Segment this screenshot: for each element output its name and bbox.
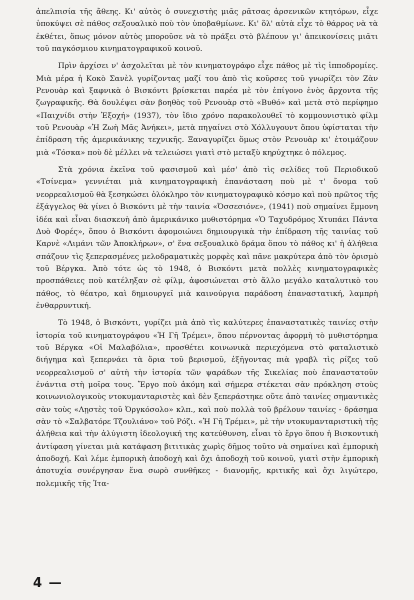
page-number: 4 — — [33, 576, 63, 591]
paragraph-3: Στὰ χρόνια ἐκεῖνα τοῦ φασισμοῦ καὶ μέσ' ἀπὸ τὶς σελίδες τοῦ Περιοδικοῦ «Τσίνεμα» γεννιέται μιὰ κινηματογραφικὴ ἐπανάσταση ποὺ μὲ τ' ὄνομα τοῦ νεορρεαλισμοῦ θὰ ξεσηκώσει ὁλόκληρο τὸν κινηματογραφικὸ κόσμο καὶ ποὺ πρῶτος τῆς ἐξάγγελος θὰ γίνει ὁ Βισκόντι μὲ τὴν ταινία «Ὀσσεσιόνε», (1941) ποὺ σημαίνει ἔμμονη ἰδέα καὶ εἶναι διασκευὴ ἀπὸ ἀμερικάνικο μυθιστόρημα «Ὁ Ταχυδρόμος Χτυπάει Πάντα Δυὸ Φορές», ὅπου ὁ Βισκόντι ἀφομοιώνει δημιουργικὰ τὴν ἐπίδραση τῆς ταινίας τοῦ Καρνὲ «Λιμάνι τῶν Ἀποκλήρων», σ' ἕνα σεξουαλικὸ δράμα ὅπου τὸ πάθος κι' ἡ ἀλήθεια σπάζουν τὶς ξεπερασμένες μελοδραματικὲς μορφὲς καὶ πᾶνε μακρύτερα ἀπὸ τὸν ὁρισμὸ τοῦ Βέργκα. Ἀπὸ τότε ὡς τὸ 1948, ὁ Βισκόντι μετὰ πολλὲς κινηματογραφικὲς προσπάθειες ποὺ κατέληξαν σὲ φίλμ, ἀφοσιώνεται στὸ ἄλλο μεγάλο καταλυτικὸ του πάθος, τὸ θέατρο, καὶ δημιουργεῖ μιὰ καινούργια παράδοση ἐπαναστατική, λαμπρὴ ἐνθαρρυντική. — [36, 165, 378, 310]
paragraph-4: Τὸ 1948, ὁ Βισκόντι, γυρίζει μιὰ ἀπὸ τὶς καλύτερες ἐπαναστατικὲς ταινίες στὴν ἱστορία τοῦ κινηματογράφου «Ἡ Γῆ Τρέμει», ὅπου πέρνοντας ἀφορμὴ τὸ μυθιστόρημα τοῦ Βέργκα «Οἱ Μαλαβόλια», προσθέτει κοινωνικὰ περιεχόμενα στὸ φαταλιστικὸ διήγημα καὶ ξεπερνάει τὰ ὅρια τοῦ βερισμοῦ, ἐξῆγοντας πιὰ γραβλ τὶς ρίζες τοῦ νεορρεαλισμοῦ σ' αὐτὴ τὴν ἱστορία τῶν ψαράδων τῆς Σικελίας ποὺ ἐπαναστατοῦν ἐνάντια στὴ μοῖρα τους. Ἔργο ποὺ ἀκόμη καὶ σήμερα στέκεται σὰν πρόκληση στοὺς κοινωνιολογικοὺς ντοκυμανταριστὲς καὶ δὲν ξεπεράστηκε οὔτε ἀπὸ ταινίες σημαντικὲς σὰν τοὺς «Λῃστὲς τοῦ Ὀργκόσολο» κλπ., καὶ ποὺ πολλὰ τοῦ βρέλουν ταινίες - δράσημα σὰν τὸ «Σαλβατόρε Τζουλιάνο» τοῦ Ρόζι. «Ἡ Γῆ Τρέμει», μὲ τὴν ντοκυμανταριστικὴ τῆς ἀλήθεια καὶ τὴν ἀλύγιστη ἰδεολογική της κατεύθυνση, εἶναι τὸ ἔργο ὅπου ἡ Βισκοντικὴ ἀντίφαση γίνεται μιὰ κατάφαση βιτιτικὰς χωρὶς δῆμος τοῦτο νὰ σημαίνει καὶ ἐμπορικὴ ἀποδοχή. Καὶ λέμε ἐμπορικὴ ἀποδοχὴ καὶ ὄχι ἀποδοχὴ τοῦ κοινοῦ, γιατὶ στὴν ἐμπορικὴ ἀποτυχία συνέργησαν ἕνα σωρὸ συνθῆκες - διανομῆς, κριτικῆς καὶ ὄχι λιγώτερο, πολεμικῆς τῆς Ἰτα- — [36, 318, 378, 488]
paragraph-2: Πρὶν ἀρχίσει ν' ἀσχολεῖται μὲ τὸν κινηματογράφο εἶχε πάθος μὲ τὶς ἱπποδρομίες. Μιὰ μέρα ἡ Κοκὸ Σανὲλ γυρίζοντας μαζί του ἀπὸ τὶς κοῦρσες τοῦ γνωρίζει τὸν Ζὰν Ρενουὰρ καὶ ξαφνικὰ ὁ Βισκόντι βρίσκεται παρέα μὲ τὸν ἐπίγονο ἑνὸς ἄρχοντα τῆς ζωγραφικῆς. Θὰ δουλέψει σὰν βοηθὸς τοῦ Ρενουὰρ στὸ «Βυθό» καὶ μετὰ στὸ περίφημο «Παιχνίδι στὴν Ἐξοχή» (1937), τὸν ἴδιο χρόνο παρακολουθεῖ τὸ κομμουνιστικὸ φίλμ τοῦ Ρενουὰρ «Ἡ Ζωὴ Μᾶς Ἀνήκει», μετὰ πηγαίνει στὸ Χόλλυγουντ ὅπου ὑφίσταται τὴν ἐπίδραση τῆς ἀμερικάνικης τεχνικῆς. Ξαναγυρίζει ὅμως στὸν Ρενουὰρ κι' ἑτοιμάζουν μιὰ «Τόσκα» ποὺ δὲ μέλλει νὰ τελειώσει γιατὶ στὸ μεταξὺ κηρύχτηκε ὁ πόλεμος. — [36, 61, 378, 157]
paragraph-1: ἀπελπισία τῆς ἄθεης. Κι' αὐτὸς ὁ συνεχιστὴς μιᾶς ρᾶτσας ἀρσενικῶν κτητόρων, εἶχε ὑποκύψει σὲ πάθος σεξουαλικὸ ποὺ τὸν ὑποβαθμίωνε. Κι' ὅλ' αὐτὰ εἶχε τὸ θάρρος νὰ τὰ ἐκθέτει, ὅπως μόνον αὐτὸς μποροῦσε νὰ τὸ πράξει στὸ βλέπουν γι' ἀπεικονίσεις μιᾶτι τοῦ παγκόσμιου κινηματογραφικοῦ κοινοῦ. — [36, 7, 378, 54]
